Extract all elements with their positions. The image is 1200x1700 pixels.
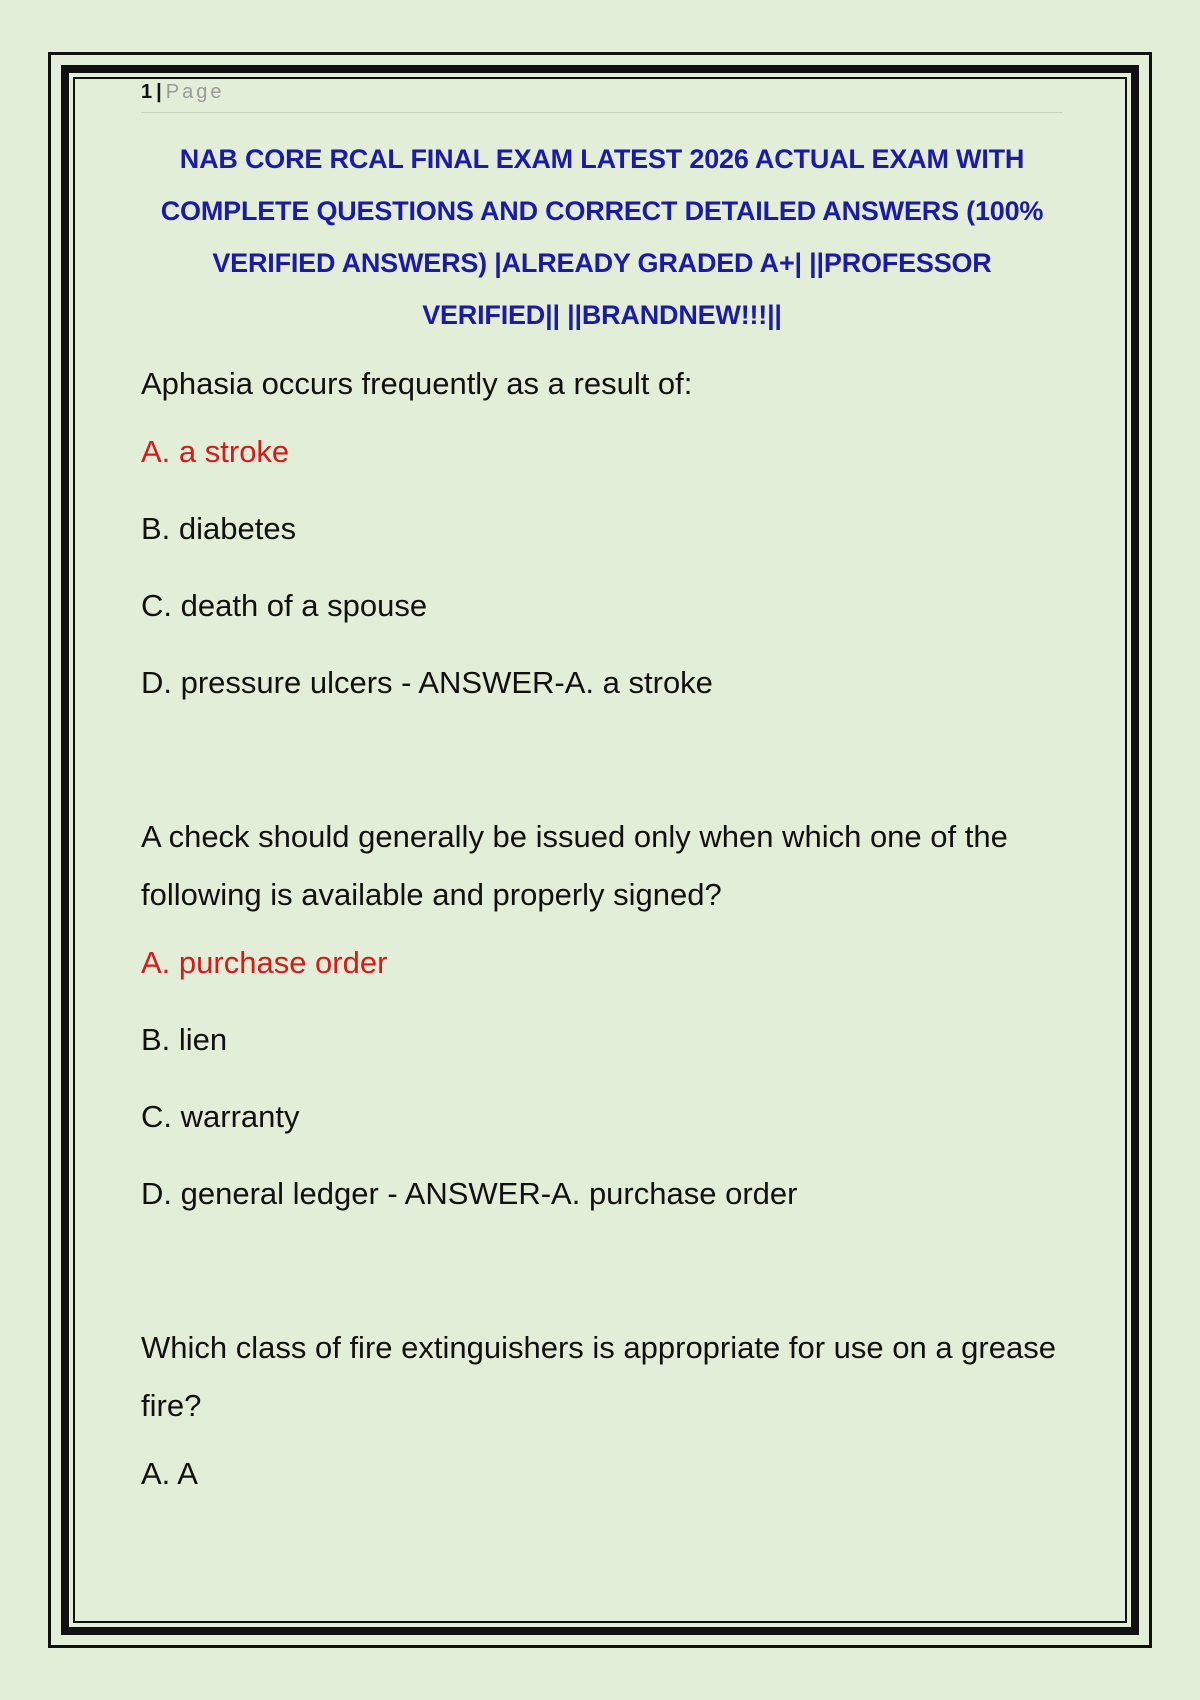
option-a-correct: A. a stroke: [141, 434, 290, 469]
page-separator: |: [156, 81, 162, 103]
option-b: B. lien: [141, 1022, 228, 1057]
question-3: [141, 1319, 1063, 1512]
page-number: 1: [141, 81, 153, 103]
page-label: Page: [165, 81, 225, 103]
question-text: A check should generally be issued only when which one of the following is available and properly signed?: [141, 819, 1008, 912]
option-b: B. diabetes: [141, 511, 297, 546]
option-c: C. death of a spouse: [141, 588, 428, 623]
question-text: Aphasia occurs frequently as a result of:: [141, 366, 693, 401]
option-d-answer: D. pressure ulcers - ANSWER-A. a stroke: [141, 665, 713, 700]
option-d-answer: D. general ledger - ANSWER-A. purchase order: [141, 1176, 798, 1211]
option-a-correct: A. purchase order: [141, 945, 388, 980]
document-title: NAB CORE RCAL FINAL EXAM LATEST 2026 ACTUAL EXAM WITH COMPLETE QUESTIONS AND CORRECT DETAILED ANSWERS (100% VERIFIED ANSWERS) |ALREADY GRADED A+| ||PROFESSOR VERIFIED|| ||BRANDNEW!!!||: [160, 144, 1044, 330]
document-content: [141, 78, 1063, 1512]
page-header: [141, 78, 1063, 113]
question-text: Which class of fire extinguishers is appropriate for use on a grease fire?: [141, 1330, 1056, 1423]
spacer: [141, 1232, 1063, 1307]
option-a: A. A: [141, 1456, 198, 1491]
question-2: [141, 808, 1063, 1232]
option-c: C. warranty: [141, 1099, 300, 1134]
spacer: [141, 721, 1063, 796]
question-1: [141, 355, 1063, 721]
